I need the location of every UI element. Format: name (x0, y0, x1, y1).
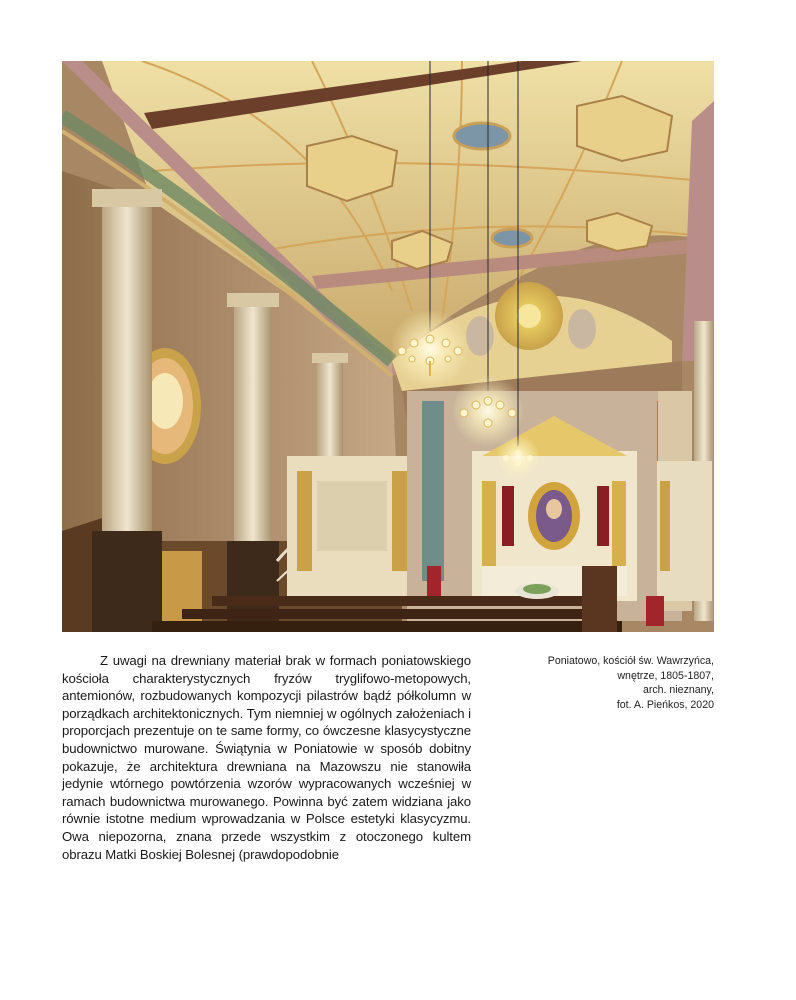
church-interior-photo (62, 61, 714, 632)
caption-line: arch. nieznany, (642, 684, 714, 697)
caption-line: fot. A. Pieńkos, 2020 (616, 698, 714, 711)
figure-caption (514, 654, 714, 712)
paragraph-text: Z uwagi na drewniany materiał brak w formach poniatowskiego kościoła charakterystycznych fryzów tryglifowo-metopowych, antemionów, rozbudowanych kompozycji pilastrów bądź półkolumn w porządkach architektonicznych. Tym niemniej w ogólnych założeniach i proporcjach prezentuje on te same formy, co ówczesne klasycystyczne budownictwo murowane. Świątynia w Poniatowie w sposób dobitny pokazuje, że architektura drewniana na Mazowszu nie stanowiła jedynie wtórnego powtórzenia wzorów wypracowanych wcześniej w ramach budownictwa murowanego. Powinna być zatem widziana jako równie istotne medium wprowadzania w Polsce estetyki klasycyzmu. Owa niepozorna, znana przede wszystkim z otoczonego kultem obrazu Matki Boskiej Bolesnej (prawdopodobnie (62, 653, 471, 862)
caption-line: Poniatowo, kościół św. Wawrzyńca, (547, 655, 714, 667)
caption-line: wnętrze, 1805-1807, (617, 669, 714, 682)
body-paragraph (62, 652, 471, 863)
